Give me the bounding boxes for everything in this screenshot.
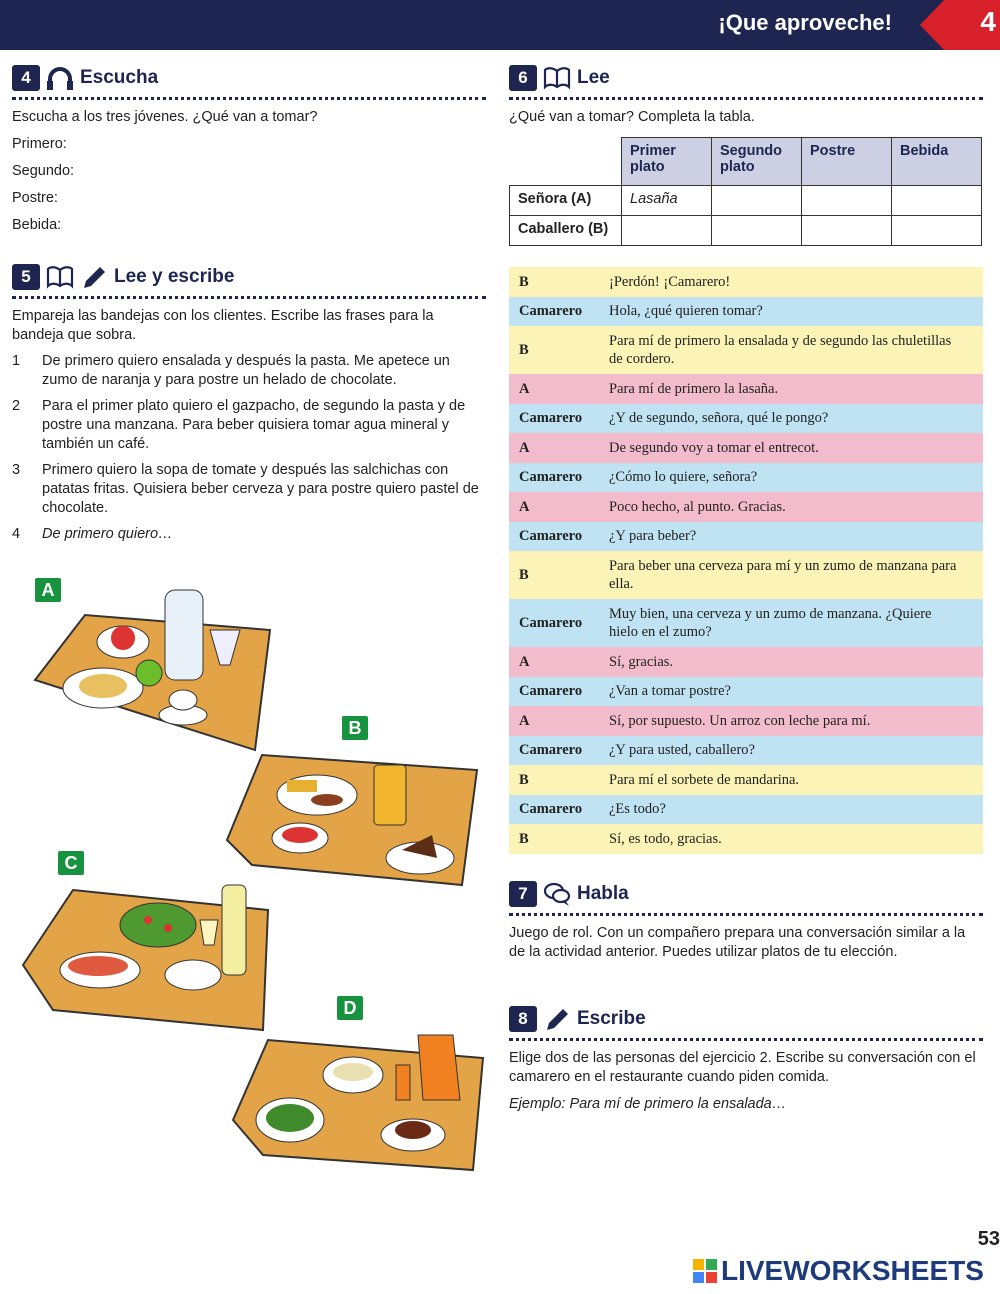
section-8 <box>509 1005 983 1114</box>
section-title: Habla <box>577 883 629 904</box>
dialogue <box>509 267 983 854</box>
dialogue-row <box>509 795 983 825</box>
line: ¿Y para usted, caballero? <box>609 742 755 759</box>
line: ¿Van a tomar postre? <box>609 683 731 700</box>
section-5 <box>12 263 486 544</box>
header-segundo-plato: Segundo plato <box>712 138 802 186</box>
row-label: Caballero (B) <box>510 216 622 246</box>
header-primer-plato: Primer plato <box>622 138 712 186</box>
page-header <box>0 0 1000 50</box>
row-label: Señora (A) <box>510 186 622 216</box>
tray-d-illustration <box>228 1030 490 1175</box>
line: Para beber una cerveza para mí y un zumo de manzana para ella. <box>609 558 957 592</box>
tray-b-illustration <box>222 740 487 890</box>
line: Para mí el sorbete de mandarina. <box>609 771 800 788</box>
tray-label-d: D <box>337 996 363 1020</box>
dialogue-row <box>509 551 983 599</box>
book-icon <box>46 264 74 290</box>
speaker: Camarero <box>519 528 583 545</box>
speaker: B <box>519 567 529 583</box>
section-title: Lee <box>577 67 610 88</box>
section-4 <box>12 64 486 235</box>
unit-number: 4 <box>980 6 996 37</box>
line: ¡Perdón! ¡Camarero! <box>609 273 731 290</box>
answer-cell[interactable] <box>622 216 712 246</box>
speaker: Camarero <box>519 615 583 631</box>
pencil-icon <box>80 264 108 290</box>
item-number: 2 <box>12 398 21 414</box>
speaker: Camarero <box>519 410 583 427</box>
speaker: A <box>519 498 530 515</box>
divider <box>12 96 486 100</box>
divider <box>509 96 983 100</box>
speaker: B <box>519 830 529 847</box>
divider <box>12 295 486 299</box>
exercise-number: 5 <box>12 264 40 290</box>
item-text: Para el primer plato quiero el gazpacho, de segundo la pasta y de postre una manzana. Para beber quisiera tomar agua mineral y también un café. <box>42 398 466 452</box>
instructions: Empareja las bandejas con los clientes. Escribe las frases para la bandeja que sobra. <box>12 308 434 343</box>
dialogue-row <box>509 736 983 766</box>
pencil-icon <box>543 1006 571 1032</box>
answer-cell[interactable] <box>802 216 892 246</box>
answer-cell[interactable] <box>892 216 982 246</box>
liveworksheets-logo <box>693 1255 984 1287</box>
line: Sí, es todo, gracias. <box>609 830 722 847</box>
dialogue-row <box>509 267 983 297</box>
answer-cell[interactable]: Lasaña <box>622 186 712 216</box>
divider <box>509 1037 983 1041</box>
speaker: Camarero <box>519 303 583 320</box>
speaker: A <box>519 653 530 670</box>
instructions: Escucha a los tres jóvenes. ¿Qué van a tomar? <box>12 109 318 125</box>
line: ¿Es todo? <box>609 801 666 818</box>
speaker: B <box>519 273 529 290</box>
speaker: Camarero <box>519 742 583 759</box>
tray-c-illustration <box>18 870 283 1035</box>
dialogue-row <box>509 492 983 522</box>
field-primero: Primero: <box>12 136 67 152</box>
list-item <box>12 397 486 454</box>
speaker: A <box>519 380 530 397</box>
line: De segundo voy a tomar el entrecot. <box>609 439 819 456</box>
line: ¿Y para beber? <box>609 528 697 545</box>
completion-table <box>509 137 982 246</box>
section-title: Escribe <box>577 1008 646 1029</box>
dialogue-row <box>509 677 983 707</box>
speaker: Camarero <box>519 801 583 818</box>
line: ¿Y de segundo, señora, qué le pongo? <box>609 410 829 427</box>
field-segundo: Segundo: <box>12 163 75 179</box>
answer-cell[interactable] <box>892 186 982 216</box>
dialogue-row <box>509 824 983 854</box>
brand-name: LIVEWORKSHEETS <box>721 1255 984 1286</box>
example: Ejemplo: Para mí de primero la ensalada… <box>509 1096 787 1112</box>
instructions: Elige dos de las personas del ejercicio 2. Escribe su conversación con el camarero en el restaurante cuando piden comida. <box>509 1050 976 1085</box>
line: Sí, gracias. <box>609 653 674 670</box>
dialogue-row <box>509 647 983 677</box>
item-text: Primero quiero la sopa de tomate y después las salchichas con patatas fritas. Quisiera beber cerveza y para postre quiero pastel de chocolate. <box>42 462 479 516</box>
dialogue-row <box>509 433 983 463</box>
speech-bubbles-icon <box>543 881 571 907</box>
item-number: 3 <box>12 462 21 478</box>
empty-cell <box>510 138 622 186</box>
statement-list <box>12 352 486 544</box>
tray-a-illustration <box>15 570 280 760</box>
item-text: De primero quiero ensalada y después la pasta. Me apetece un zumo de naranja y para postre un helado de chocolate. <box>42 353 450 388</box>
header-bebida: Bebida <box>892 138 982 186</box>
field-bebida: Bebida: <box>12 217 62 233</box>
line: ¿Cómo lo quiere, señora? <box>609 469 758 486</box>
item-number: 4 <box>12 526 21 542</box>
unit-title: ¡Que aproveche! <box>718 10 892 35</box>
dialogue-row <box>509 463 983 493</box>
live-logo-icon <box>693 1259 717 1283</box>
dialogue-row <box>509 599 983 647</box>
header-postre: Postre <box>802 138 892 186</box>
dialogue-row <box>509 765 983 795</box>
line: Para mí de primero la lasaña. <box>609 380 779 397</box>
line: Sí, por supuesto. Un arroz con leche para mí. <box>609 712 871 729</box>
exercise-number: 8 <box>509 1006 537 1032</box>
dialogue-row <box>509 404 983 434</box>
list-item <box>12 352 486 390</box>
page-number: 53 <box>977 1228 1000 1250</box>
dialogue-row <box>509 326 983 374</box>
book-icon <box>543 65 571 91</box>
answer-cell[interactable] <box>802 186 892 216</box>
list-item <box>12 461 486 518</box>
speaker: Camarero <box>519 683 583 700</box>
field-postre: Postre: <box>12 190 58 206</box>
instructions: ¿Qué van a tomar? Completa la tabla. <box>509 109 755 125</box>
line: Muy bien, una cerveza y un zumo de manzana. ¿Quiere hielo en el zumo? <box>609 606 932 640</box>
answer-cell[interactable] <box>712 186 802 216</box>
speaker: A <box>519 712 530 729</box>
speaker: A <box>519 439 530 456</box>
speaker: B <box>519 342 529 358</box>
headphones-icon <box>46 65 74 91</box>
answer-cell[interactable] <box>712 216 802 246</box>
line: Poco hecho, al punto. Gracias. <box>609 498 786 515</box>
exercise-number: 6 <box>509 65 537 91</box>
speaker: B <box>519 771 529 788</box>
speaker: Camarero <box>519 469 583 486</box>
dialogue-row <box>509 297 983 327</box>
exercise-number: 4 <box>12 65 40 91</box>
section-title: Lee y escribe <box>114 266 235 287</box>
line: Para mí de primero la ensalada y de segundo las chuletillas de cordero. <box>609 333 952 367</box>
item-number: 1 <box>12 353 21 369</box>
list-item <box>12 525 486 544</box>
tray-label-a: A <box>35 578 61 602</box>
item-text: De primero quiero… <box>42 526 173 542</box>
tray-label-c: C <box>58 851 84 875</box>
tray-label-b: B <box>342 716 368 740</box>
dialogue-row <box>509 374 983 404</box>
section-7 <box>509 880 983 962</box>
exercise-number: 7 <box>509 881 537 907</box>
dialogue-row <box>509 706 983 736</box>
divider <box>509 912 983 916</box>
dialogue-row <box>509 522 983 552</box>
section-6 <box>509 64 983 127</box>
section-title: Escucha <box>80 67 159 88</box>
line: Hola, ¿qué quieren tomar? <box>609 303 763 320</box>
instructions: Juego de rol. Con un compañero prepara una conversación similar a la de la actividad anterior. Puedes utilizar platos de tu elección. <box>509 925 966 960</box>
